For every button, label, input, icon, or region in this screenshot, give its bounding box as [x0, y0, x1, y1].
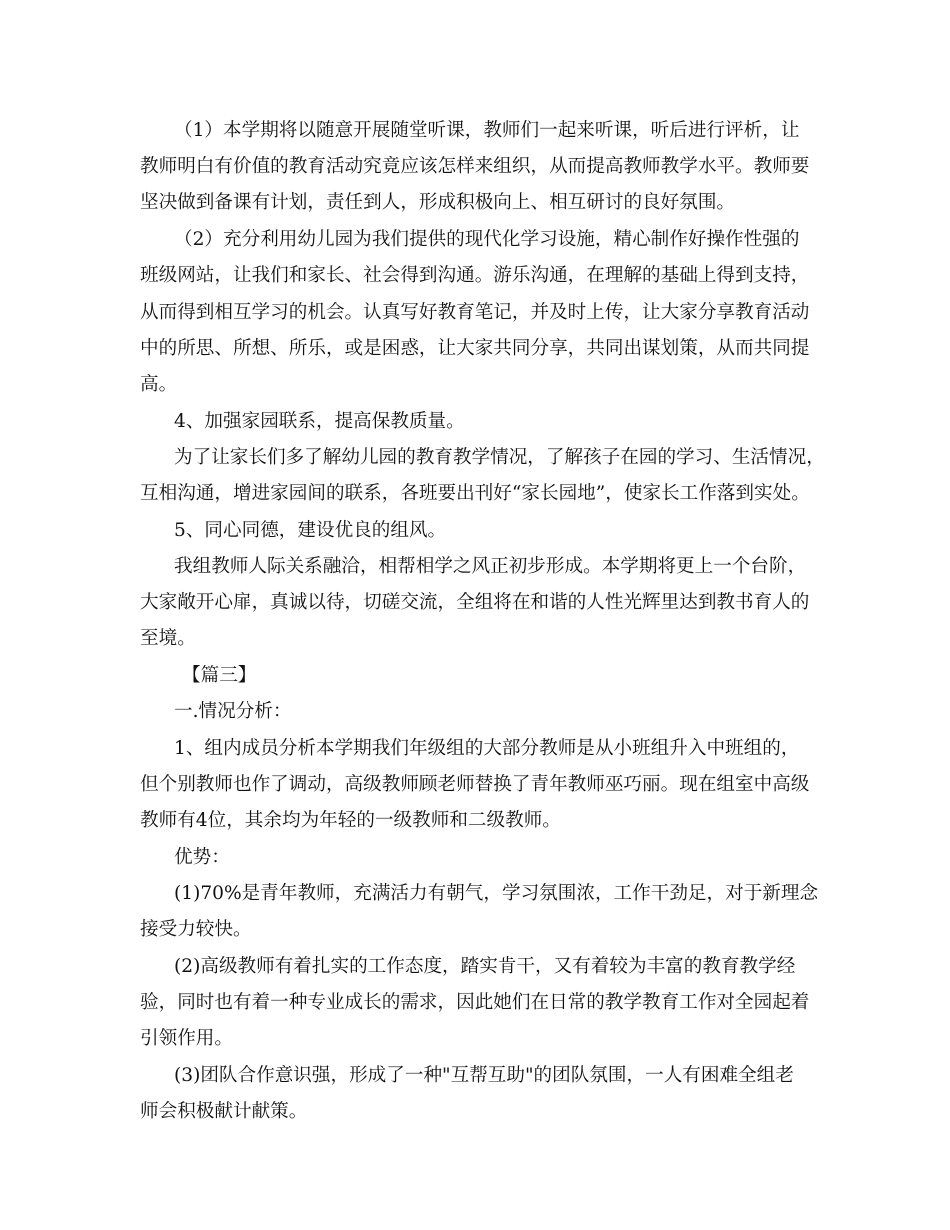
paragraph-line: 为了让家长们多了解幼儿园的教育教学情况，了解孩子在园的学习、生活情况，	[174, 447, 825, 468]
paragraph-line: (3)团队合作意识强，形成了一种"互帮互助"的团队氛围，一人有困难全组老	[174, 1065, 794, 1086]
paragraph-line: 至境。	[140, 628, 196, 649]
section-heading: 一.情况分析：	[174, 701, 292, 722]
paragraph-line: 我组教师人际关系融洽，相帮相学之风正初步形成。本学期将更上一个台阶，	[174, 556, 807, 577]
paragraph-line: 中的所思、所想、所乐，或是困惑，让大家共同分享，共同出谋划策，从而共同提	[140, 338, 810, 359]
paragraph-line: (2)高级教师有着扎实的工作态度，踏实肯干，又有着较为丰富的教育教学经	[174, 956, 796, 977]
paragraph-line: (1)70%是青年教师，充满活力有朝气，学习氛围浓，工作干劲足，对于新理念	[174, 883, 819, 904]
section-heading: 优势：	[174, 847, 230, 868]
paragraph-line: 班级网站，让我们和家长、社会得到沟通。游乐沟通，在理解的基础上得到支持，	[140, 265, 810, 286]
paragraph-line: 大家敞开心扉，真诚以待，切磋交流，全组将在和谐的人性光辉里达到教书育人的	[140, 592, 810, 613]
section-heading: 5、同心同德，建设优良的组风。	[174, 520, 447, 541]
paragraph-line: 师会积极献计献策。	[140, 1101, 308, 1122]
paragraph-line: （1）本学期将以随意开展随堂听课，教师们一起来听课，听后进行评析，让	[174, 120, 800, 141]
paragraph-line: （2）充分利用幼儿园为我们提供的现代化学习设施，精心制作好操作性强的	[174, 229, 800, 250]
paragraph-line: 但个别教师也作了调动，高级教师顾老师替换了青年教师巫巧丽。现在组室中高级	[140, 774, 810, 795]
paragraph-line: 验，同时也有着一种专业成长的需求，因此她们在日常的教学教育工作对全园起着	[140, 992, 810, 1013]
paragraph-line: 1、组内成员分析本学期我们年级组的大部分教师是从小班组升入中班组的，	[174, 738, 800, 759]
paragraph-line: 高。	[140, 374, 178, 395]
paragraph-line: 坚决做到备课有计划，责任到人，形成积极向上、相互研讨的良好氛围。	[140, 192, 736, 213]
section-heading: 4、加强家园联系，提高保教质量。	[174, 411, 465, 432]
paragraph-line: 引领作用。	[140, 1028, 233, 1049]
paragraph-line: 互相沟通，增进家园间的联系，各班要出刊好“家长园地”，使家长工作落到实处。	[140, 483, 810, 504]
paragraph-line: 接受力较快。	[140, 919, 252, 940]
paragraph-line: 从而得到相互学习的机会。认真写好教育笔记，并及时上传，让大家分享教育活动	[140, 302, 810, 323]
paragraph-line: 教师有4位，其余均为年轻的一级教师和二级教师。	[140, 810, 561, 831]
paragraph-line: 教师明白有价值的教育活动究竟应该怎样来组织，从而提高教师教学水平。教师要	[140, 156, 810, 177]
chapter-heading: 【篇三】	[182, 665, 257, 686]
